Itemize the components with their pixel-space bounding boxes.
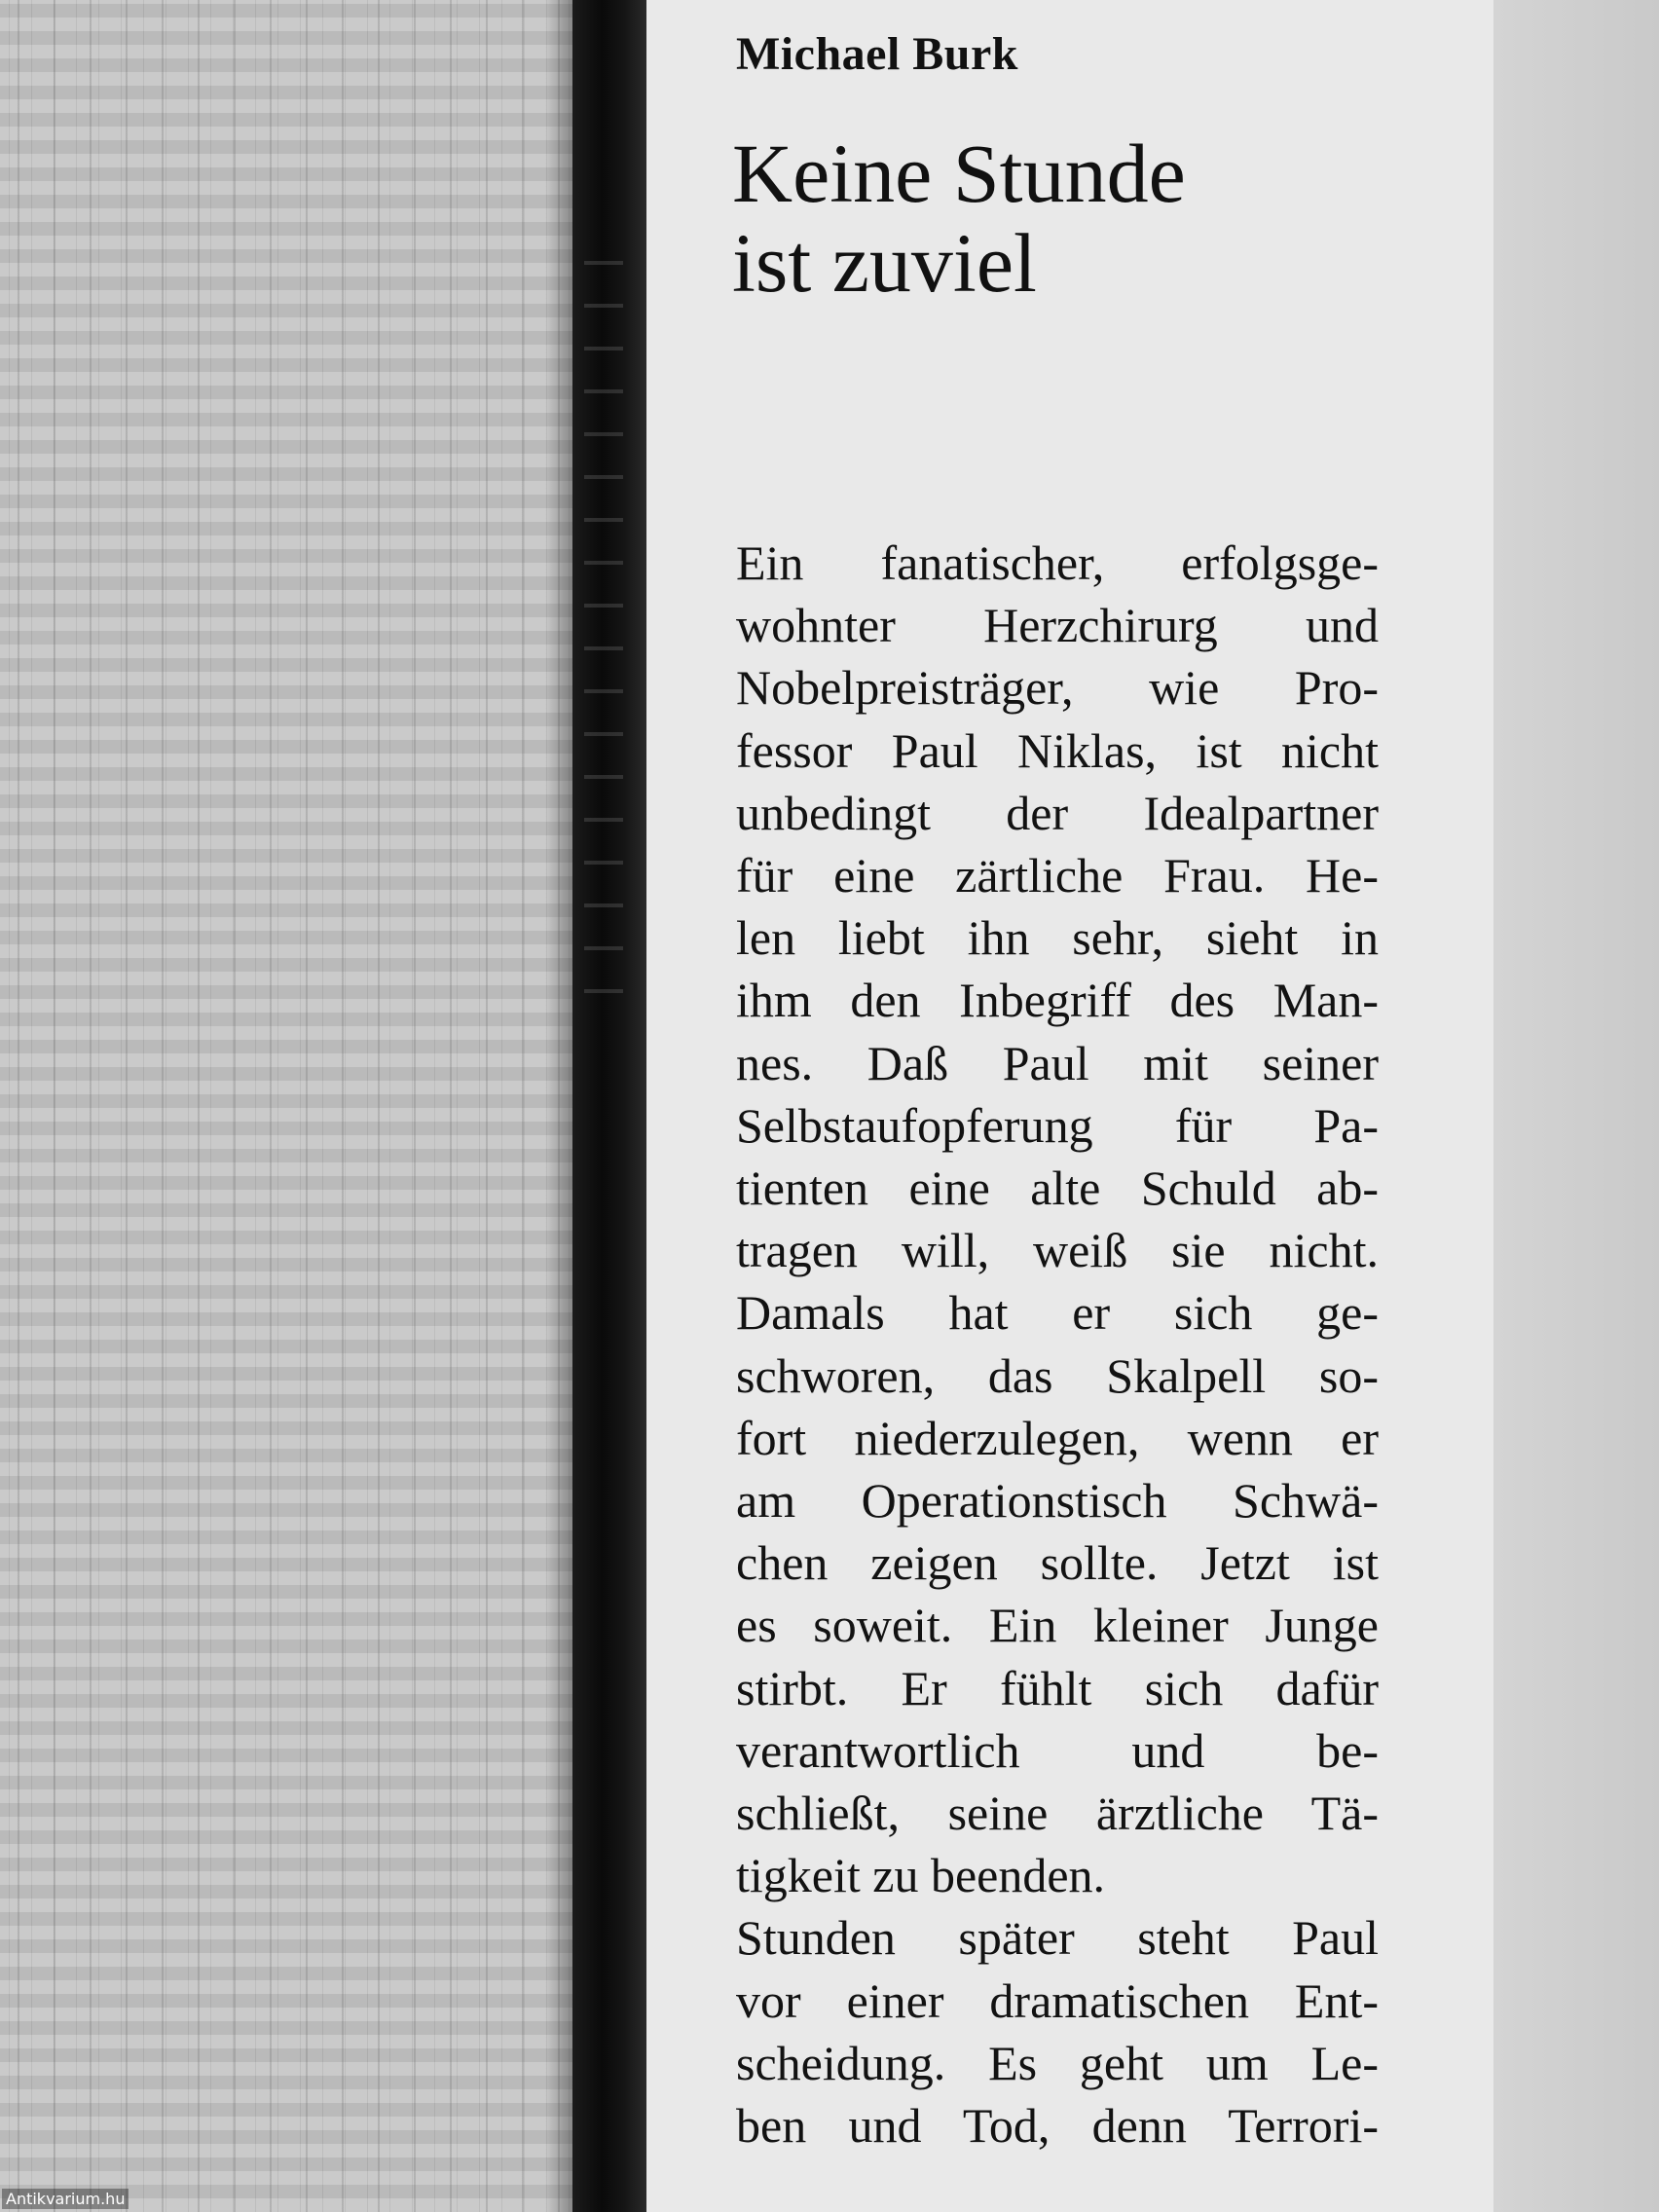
blurb-line: ihm den Inbegriff des Man- [736, 973, 1379, 1028]
book-title [732, 129, 1472, 308]
spine-shadow [545, 0, 574, 2212]
blurb-line: unbedingt der Idealpartner [736, 785, 1379, 840]
blurb-line: schließt, seine ärztliche Tä- [736, 1786, 1379, 1841]
blurb-line: scheidung. Es geht um Le- [736, 2035, 1379, 2090]
blurb-line: wohnter Herzchirurg und [736, 598, 1379, 653]
blurb-line: verantwortlich und be- [736, 1722, 1379, 1778]
blurb-line: Ein fanatischer, erfolgsge- [736, 535, 1379, 590]
blurb-line: am Operationstisch Schwä- [736, 1473, 1379, 1529]
blurb-line: fort niederzulegen, wenn er [736, 1410, 1379, 1465]
blurb-line: chen zeigen sollte. Jetzt ist [736, 1535, 1379, 1591]
spine-wear-marks [584, 234, 623, 1032]
author-name: Michael Burk [736, 28, 1018, 80]
page-edge [1493, 0, 1659, 2212]
blurb-line: tigkeit zu beenden. [736, 1848, 1106, 1903]
blurb-line: fessor Paul Niklas, ist nicht [736, 722, 1379, 778]
blurb-line: es soweit. Ein kleiner Junge [736, 1598, 1379, 1653]
blurb-text [736, 532, 1379, 2157]
blurb-line: für eine zärtliche Frau. He- [736, 848, 1379, 903]
blurb-line: tragen will, weiß sie nicht. [736, 1223, 1379, 1278]
title-line: ist zuviel [732, 216, 1037, 310]
blurb-line: Selbstaufopferung für Pa- [736, 1097, 1379, 1153]
blurb-line: nes. Daß Paul mit seiner [736, 1035, 1379, 1090]
blurb-line: stirbt. Er fühlt sich dafür [736, 1660, 1379, 1715]
blurb-line: Stunden später steht Paul [736, 1910, 1379, 1966]
blurb-line: vor einer dramatischen Ent- [736, 1972, 1379, 2028]
blurb-line: Nobelpreisträger, wie Pro- [736, 660, 1379, 716]
left-textured-surface [0, 0, 574, 2212]
blurb-line: Damals hat er sich ge- [736, 1285, 1379, 1341]
blurb-line: tienten eine alte Schuld ab- [736, 1161, 1379, 1216]
blurb-line: len liebt ihn sehr, sieht in [736, 910, 1379, 966]
title-line: Keine Stunde [732, 127, 1186, 220]
blurb-line: schworen, das Skalpell so- [736, 1347, 1379, 1403]
watermark: Antikvarium.hu [2, 2189, 129, 2209]
blurb-line: ben und Tod, denn Terrori- [736, 2098, 1379, 2154]
